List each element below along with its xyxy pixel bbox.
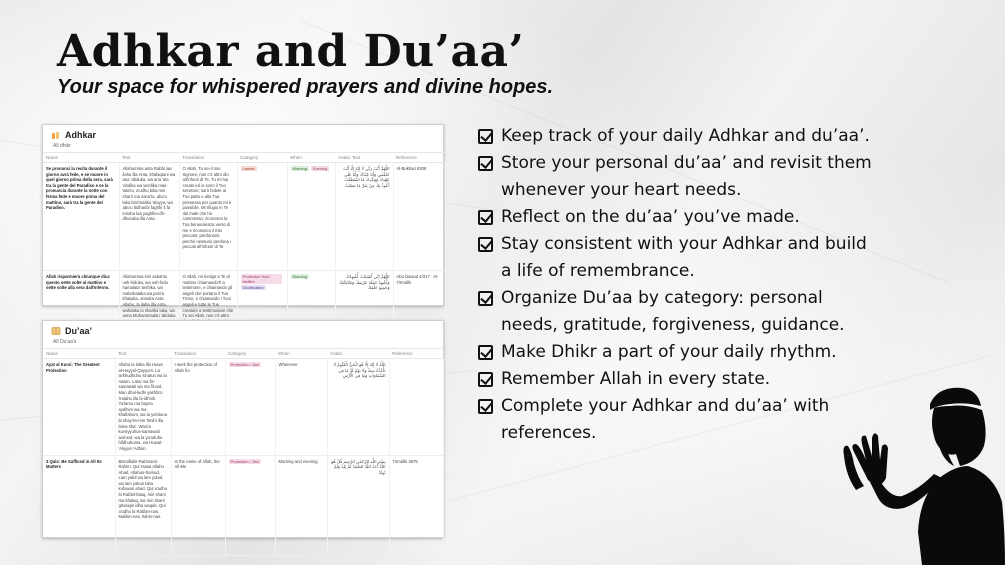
checklist-text: Keep track of your daily Adhkar and du’aa’.: [501, 126, 870, 146]
column-header[interactable]: Reference: [393, 153, 445, 163]
category-tag: Protection from Hellfire: [241, 274, 282, 284]
cell-name: 3 Quls: Be Sufficed in All Its Matters: [43, 455, 115, 555]
adhkar-table: [43, 152, 446, 345]
feature-checklist: [478, 123, 878, 447]
table-row[interactable]: [43, 359, 443, 456]
category-tag: Lancet: [242, 166, 255, 171]
cell-category: [225, 455, 275, 555]
category-tag: Protection / Jinn: [230, 362, 260, 367]
adhkar-database-preview: [42, 124, 444, 319]
column-header[interactable]: When: [275, 349, 327, 359]
page-title: Adhkar and Du’aa’: [57, 26, 525, 77]
praying-figure-silhouette: [838, 382, 1005, 565]
checkbox-checked-icon: [478, 156, 493, 171]
duaa-db-title: Du’aa’: [65, 326, 93, 336]
cell-arabic: بِسْمِ اللَّهِ الرَّحْمَنِ الرَّحِيمِ قُلْ هُوَ اللَّهُ أَحَدٌ اللَّهُ الصَّمَدُ لَمْ يَلِدْ وَلَمْ يُولَدْ: [327, 455, 389, 555]
book-icon: [51, 326, 61, 336]
when-tag: Evening: [312, 166, 328, 171]
column-header[interactable]: Name: [43, 349, 115, 359]
checklist-item: [478, 393, 878, 447]
checklist-item: [478, 150, 878, 204]
duaa-database-preview: [42, 320, 444, 538]
hands-icon: [51, 130, 61, 140]
cell-when: [287, 163, 335, 271]
checkbox-checked-icon: [478, 345, 493, 360]
column-header[interactable]: Arabic Text: [335, 153, 393, 163]
cell-arabic: اللَّهُ لَا إِلَهَ إِلَّا هُوَ الْحَيُّ الْقَيُّومُ لَا تَأْخُذُهُ سِنَةٌ وَلَا نَوْمٌ لَهُ مَا فِي السَّمَاوَاتِ وَمَا فِي الْأَرْضِ: [327, 359, 389, 456]
checkbox-checked-icon: [478, 210, 493, 225]
checkbox-checked-icon: [478, 237, 493, 252]
cell-arabic: اللَّهُمَّ إِنِّي أَصْبَحْتُ أُشْهِدُكَ وَأُشْهِدُ حَمَلَةَ عَرْشِكَ وَمَلَائِكَتَكَ وَجَمِيعَ خَلْقِكَ: [335, 271, 393, 345]
column-header[interactable]: Reference: [389, 349, 443, 359]
cell-translation: I seek the protection of Allah fro: [171, 359, 225, 456]
cell-reference: Tirmidhi 3575: [389, 455, 443, 555]
column-header[interactable]: Category: [225, 349, 275, 359]
column-header[interactable]: Translation: [171, 349, 225, 359]
cell-category: [225, 359, 275, 456]
cell-reference: Al-Bukhari 6306: [393, 163, 445, 271]
table-row[interactable]: [43, 163, 445, 271]
cell-translation: O Allah, Tu sei il mio Signore, non c'è altro dio all'infuori di Te. Tu mi hai creato ed io sono il Tuo servitore; sarò fedele al Tuo patto e alla Tua promessa per quanto mi è possibile. Mi rifugio in Te dal male che ho commesso; riconosco la Tua benevolenza verso di me e riconosco il mio peccato; perdonami, perché nessuno perdona i peccati all'infuori di Te.: [179, 163, 237, 271]
cell-translation: In the name of Allah, the All-Me: [171, 455, 225, 555]
cell-category: [237, 163, 287, 271]
checklist-text: Remember Allah in every state.: [501, 369, 771, 389]
checklist-text: Complete your Adhkar and du’aa’ with references.: [501, 396, 830, 443]
cell-arabic: اللَّهُمَّ أَنْتَ رَبِّي لَا إِلَهَ إِلَّا أَنْتَ خَلَقْتَنِي وَأَنَا عَبْدُكَ وَأَنَا عَلَى عَهْدِكَ وَوَعْدِكَ مَا اسْتَطَعْتُ أَعُوذُ بِكَ مِنْ شَرِّ مَا صَنَعْتُ: [335, 163, 393, 271]
cell-text: Allahu la ilaha illa Huwa al-Hayyul-Qayyum. La ta'khudhuhu sinatun wa la nawm. Lahu ma fis-samawati wa ma fil-ard. Man dhal-ladhi yashfa'u 'indahu illa bi-idhnih. Ya'lamu ma bayna aydihim wa ma khalfahum, wa la yuhituna bi shay'im-min 'ilmihi illa bima sha'. Wasi'a kursiyyuhus-samawati wal-ard, wa la ya'uduhu hifdhuhuma, wa Huwal-'Aliyyul-'Adhim.: [115, 359, 171, 456]
checklist-item: [478, 339, 878, 366]
cell-text: Bismillahir-Rahmanir-Rahim. Qul Huwa Allahu Ahad, Allahus-Samad, Lam yalid wa lam yulad, wa lam yakun lahu kufuwan ahad. Qul a'udhu bi Rabbil-falaq, min sharri ma khalaq, wa min sharri ghasiqin idha waqab. Qul a'udhu bi Rabbin-nas, Malikin-nas, Ilahin-nas.: [115, 455, 171, 555]
cell-name: Se pronunci la recita durante il giorno avrà fede, e se muore in quel giorno prima della sera, sarà tra la gente del Paradiso e se la pronuncia durante la notte con ferma fede e muore prima del mattino, sarà tra la gente del Paradiso.: [43, 163, 119, 271]
checklist-item: [478, 123, 878, 150]
checklist-text: Stay consistent with your Adhkar and build a life of remembrance.: [501, 234, 867, 281]
column-header[interactable]: Name: [43, 153, 119, 163]
checklist-item: [478, 366, 878, 393]
when-tag: Morning: [292, 274, 307, 279]
checklist-item: [478, 204, 878, 231]
column-header[interactable]: Translation: [179, 153, 237, 163]
cell-when: Whenever: [275, 359, 327, 456]
checklist-item: [478, 285, 878, 339]
checklist-text: Store your personal du’aa’ and revisit them whenever your heart needs.: [501, 153, 872, 200]
cell-text: Allahumma anta Rabbi laa ilaha illa Anta, khalaqtani wa ana 'abduka, wa ana 'ala 'ahdika wa wa'dika mas-tata'tu, a'udhu bika min sharri ma sana'tu, abu'u laka bini'matika 'alayya, wa abu'u bidhanbi faghfir li fa innahu laa yaghfiru-dh-dhunuba illa Anta.: [119, 163, 179, 271]
cell-reference: Abu Dawud 4/317 · Al-Tirmidhi: [393, 271, 445, 345]
category-tag: Glorification: [242, 284, 264, 290]
adhkar-view-tab[interactable]: All dhikr: [53, 143, 71, 149]
checklist-item: [478, 231, 878, 285]
cell-when: Morning and evening: [275, 455, 327, 555]
checklist-text: Reflect on the du’aa’ you’ve made.: [501, 207, 800, 227]
category-tag: Protection / Jinn: [230, 458, 260, 464]
checklist-text: Organize Du’aa by category: personal needs, gratitude, forgiveness, guidance.: [501, 288, 845, 335]
cell-name: Allah risparmierà chiunque dica questo sette volte al mattino e sette volte alla sera dall'Inferno.: [43, 271, 119, 345]
column-header[interactable]: When: [287, 153, 335, 163]
column-header[interactable]: Text: [115, 349, 171, 359]
duaa-view-tab[interactable]: All Du'aa's: [53, 339, 77, 345]
column-header[interactable]: Category: [237, 153, 287, 163]
column-header[interactable]: Arabic: [327, 349, 389, 359]
checkbox-checked-icon: [478, 129, 493, 144]
adhkar-db-title: Adhkar: [65, 130, 97, 140]
column-header[interactable]: Text: [119, 153, 179, 163]
cell-text: Allahumma inni asbahtu ush-hiduka, wa ush-hidu hamalata 'arshika, wa mala'ikataka wa jami'a khalqika, annaka Anta Allahu, la ilaha illa Anta, wahdaka la sharika laka, wa anna Muhammadan 'abduka: [119, 271, 179, 345]
checkbox-checked-icon: [478, 399, 493, 414]
checklist-text: Make Dhikr a part of your daily rhythm.: [501, 342, 837, 362]
table-row[interactable]: [43, 455, 443, 555]
cell-name: Ayat al Kursi: The Greatest Protection: [43, 359, 115, 456]
checkbox-checked-icon: [478, 291, 493, 306]
checkbox-checked-icon: [478, 372, 493, 387]
duaa-table: [43, 348, 444, 556]
cell-translation: O Allah, mi rivolgo a Te al mattino chiamandoTi a testimone, e chiamando gli angeli che portano il Tuo Trono, e chiamando i Tuoi angeli e tutte le Tue creature a testimoniare che Tu sei Allah, non c'è altro: [179, 271, 237, 345]
cell-reference: [389, 359, 443, 456]
page-subtitle: Your space for whispered prayers and divine hopes.: [57, 76, 554, 98]
when-tag: Morning: [292, 166, 307, 171]
